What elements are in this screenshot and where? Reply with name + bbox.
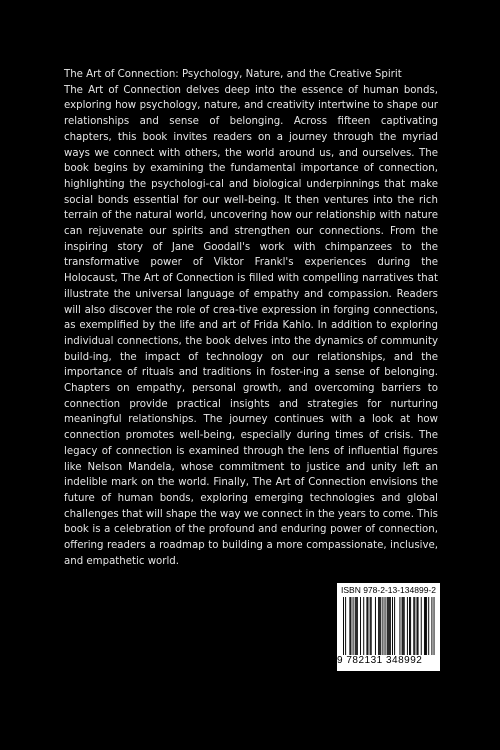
barcode-bar <box>392 597 393 655</box>
blurb-body: The Art of Connection delves deep into the essence of human bonds, exploring how psychology, nature, and creativity intertwine to shape our relationships and sense of belonging. Across fifteen captivating chapters, this book invites readers on a journey through the myriad ways we connect with others, the world around us, and ourselves. The book begins by examining the fundamental importance of connection, highlighting the psychologi-cal and biological underpinnings that make social bonds essential for our well-being. It then ventures into the rich terrain of the natural world, uncovering how our relationship with nature can rejuvenate our spirits and strengthen our connections. From the inspiring story of Jane Goodall's work with chimpanzees to the transformative power of Viktor Frankl's experiences during the Holocaust, The Art of Connection is filled with compelling narratives that illustrate the universal language of empathy and compassion. Readers will also discover the role of crea-tive expression in forging connections, as exemplified by the life and art of Frida Kahlo. In addition to exploring individual connections, the book delves into the dynamics of community build-ing, the impact of technology on our relationships, and the importance of rituals and traditions in foster-ing a sense of belonging. Chapters on empathy, personal growth, and overcoming barriers to connection provide practical insights and strategies for nurturing meaningful relationships. The journey continues with a look at how connection promotes well-being, especially during times of crisis. The legacy of connection is examined through the lens of influential figures like Nelson Mandela, whose commitment to justice and unity left an indelible mark on the world. Finally, The Art of Connection envisions the future of human bonds, exploring emerging technologies and global challenges that will shape the way we connect in the years to come. This book is a celebration of the profound and enduring power of connection, offering readers a roadmap to building a more compassionate, inclusive, and empathetic world. <box>64 84 438 567</box>
barcode-bar <box>390 597 391 655</box>
barcode-bar <box>399 597 400 655</box>
barcode-bar <box>371 597 372 655</box>
barcode-bar <box>417 597 418 655</box>
barcode-bar <box>425 597 426 655</box>
barcode-bar <box>409 597 410 655</box>
barcode-bars <box>343 597 435 655</box>
barcode-bar <box>379 597 380 655</box>
barcode-bar <box>414 597 415 655</box>
barcode-bar <box>350 597 351 655</box>
barcode-bar <box>357 597 358 655</box>
isbn-label: ISBN 978-2-13-134899-2 <box>341 585 436 595</box>
barcode-bar <box>375 597 376 655</box>
barcode-bar <box>402 597 403 655</box>
barcode-bar <box>355 597 356 655</box>
barcode-bar <box>403 597 404 655</box>
barcode-bar <box>368 597 369 655</box>
barcode-bar <box>363 597 364 655</box>
barcode-digits: 9 782131 348992 <box>337 655 423 666</box>
barcode-bar <box>434 597 435 655</box>
barcode-bar <box>382 597 383 655</box>
barcode-bar <box>343 597 344 655</box>
blurb-title-line: The Art of Connection: Psychology, Nature, and the Creative Spirit <box>64 69 402 80</box>
barcode-bar <box>349 597 350 655</box>
barcode-bar <box>366 597 367 655</box>
barcode-bar <box>410 597 411 655</box>
barcode-bar <box>413 597 414 655</box>
barcode-bar <box>380 597 381 655</box>
back-cover-blurb <box>64 67 438 570</box>
barcode-bar <box>356 597 357 655</box>
barcode-bar <box>394 597 395 655</box>
barcode-bar <box>424 597 425 655</box>
barcode-bar <box>385 597 386 655</box>
barcode-bar <box>404 597 405 655</box>
barcode-bar <box>360 597 361 655</box>
barcode-bar <box>431 597 432 655</box>
barcode-bar <box>421 597 422 655</box>
barcode-bar <box>418 597 419 655</box>
barcode-bar <box>389 597 390 655</box>
barcode-bar <box>387 597 388 655</box>
barcode-bar <box>353 597 354 655</box>
barcode-bar <box>428 597 429 655</box>
barcode-bar <box>388 597 389 655</box>
barcode-bar <box>407 597 408 655</box>
barcode-bar <box>345 597 346 655</box>
barcode-bar <box>426 597 427 655</box>
barcode-bar <box>378 597 379 655</box>
isbn-barcode <box>337 583 440 671</box>
barcode-bar <box>370 597 371 655</box>
